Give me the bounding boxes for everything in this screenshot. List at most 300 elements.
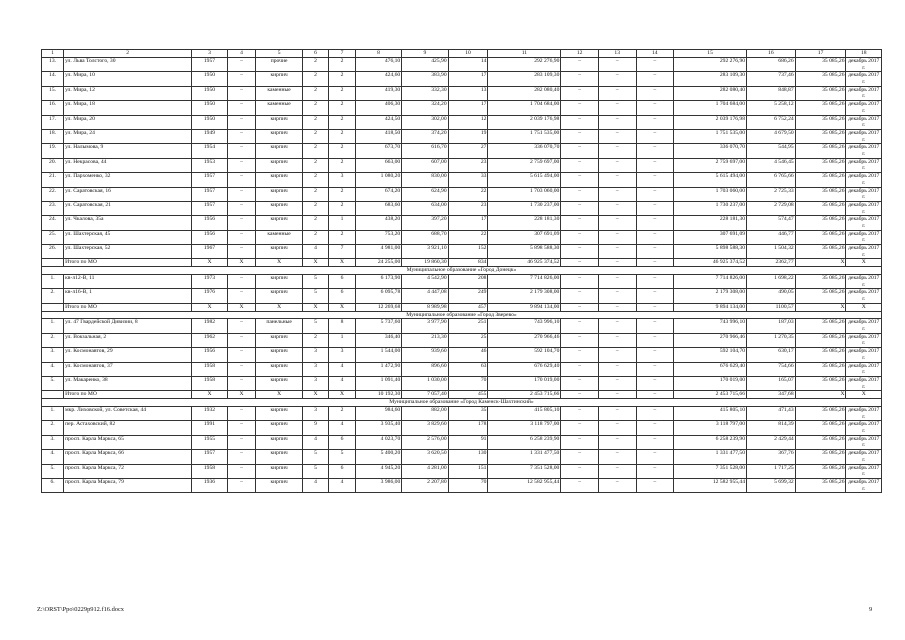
table-cell-col-5: кирпич	[256, 187, 302, 201]
table-cell-col-1: 22.	[42, 187, 64, 201]
table-cell-col-7: 3	[329, 348, 356, 362]
table-cell-col-18: декабрь 2017 г.	[846, 201, 882, 215]
table-cell-col-6: 5	[302, 319, 329, 333]
table-row	[42, 58, 882, 72]
table-cell-col-1: 20.	[42, 158, 64, 172]
total-row	[42, 259, 882, 267]
table-cell-col-7: 2	[329, 158, 356, 172]
table-cell-col-4: –	[227, 216, 256, 230]
table-cell-col-8: 1 472,90	[355, 362, 401, 376]
table-cell-col-15: 7 351 528,00	[674, 464, 747, 478]
municipality-section-row	[42, 311, 882, 319]
table-cell-col-16: 1 698,22	[747, 275, 796, 289]
column-header-16: 16	[747, 50, 796, 58]
table-cell-col-8: 984,60	[355, 406, 401, 420]
total-row	[42, 391, 882, 399]
table-cell-col-10: 23	[448, 201, 488, 215]
table-cell-col-12: –	[561, 144, 599, 158]
table-cell-col-10: 63	[448, 362, 488, 376]
table-cell-col-11: 292 276,90	[488, 58, 561, 72]
table-cell-col-10: 23	[448, 158, 488, 172]
table-cell-col-1: 3.	[42, 435, 64, 449]
table-cell-col-9: 2 576,00	[402, 435, 448, 449]
table-cell-col-15: 415 805,10	[674, 406, 747, 420]
table-cell-col-11: 7 714 826,00	[488, 275, 561, 289]
table-cell-col-14: –	[636, 421, 674, 435]
table-cell-col-17: 35 085,26	[795, 275, 846, 289]
table-cell-col-5: кирпич	[256, 333, 302, 347]
table-cell-col-16: 630,17	[747, 348, 796, 362]
total-cell-col-11: 46 925 374,52	[488, 259, 561, 267]
table-cell-col-14: –	[636, 158, 674, 172]
table-cell-col-4: –	[227, 464, 256, 478]
table-cell-col-6: 9	[302, 421, 329, 435]
table-cell-col-11: 1 331 477,50	[488, 450, 561, 464]
table-cell-col-18: декабрь 2017 г.	[846, 348, 882, 362]
table-cell-col-14: –	[636, 464, 674, 478]
table-cell-col-5: кирпич	[256, 435, 302, 449]
table-cell-col-18: декабрь 2017 г.	[846, 86, 882, 100]
table-cell-col-9: 624,90	[402, 187, 448, 201]
table-cell-col-2: ул. Саратовская, 21	[64, 201, 192, 215]
total-row	[42, 303, 882, 311]
table-cell-col-8: 438,20	[355, 216, 401, 230]
table-cell-col-18: декабрь 2017 г.	[846, 275, 882, 289]
table-cell-col-16: 1 504,32	[747, 245, 796, 259]
total-cell-col-5: X	[256, 391, 302, 399]
table-cell-col-14: –	[636, 58, 674, 72]
table-cell-col-8: 424,50	[355, 115, 401, 129]
table-cell-col-11: 336 070,70	[488, 144, 561, 158]
table-cell-col-12: –	[561, 58, 599, 72]
table-cell-col-12: –	[561, 173, 599, 187]
table-cell-col-14: –	[636, 333, 674, 347]
table-cell-col-18: декабрь 2017 г.	[846, 187, 882, 201]
table-cell-col-5: кирпич	[256, 478, 302, 492]
column-header-12: 12	[561, 50, 599, 58]
table-cell-col-12: –	[561, 333, 599, 347]
table-cell-col-9: 3 620,50	[402, 450, 448, 464]
table-cell-col-2: ул. Мира, 10	[64, 72, 192, 86]
table-cell-col-6: 2	[302, 158, 329, 172]
table-cell-col-13: –	[598, 478, 636, 492]
table-cell-col-4: –	[227, 72, 256, 86]
table-cell-col-16: 1 717,25	[747, 464, 796, 478]
total-cell-col-18: X	[846, 391, 882, 399]
total-cell-col-16: 347,68	[747, 391, 796, 399]
table-cell-col-12: –	[561, 72, 599, 86]
table-cell-col-14: –	[636, 86, 674, 100]
table-cell-col-7: 6	[329, 275, 356, 289]
table-cell-col-14: –	[636, 435, 674, 449]
table-cell-col-17: 35 085,26	[795, 144, 846, 158]
table-cell-col-15: 2 179 308,00	[674, 289, 747, 303]
table-cell-col-15: 1 331 477,50	[674, 450, 747, 464]
table-cell-col-4: –	[227, 478, 256, 492]
table-cell-col-7: 2	[329, 201, 356, 215]
table-cell-col-15: 270 966,46	[674, 333, 747, 347]
table-cell-col-14: –	[636, 377, 674, 391]
table-cell-col-9: 830,00	[402, 173, 448, 187]
table-cell-col-8: 4 981,00	[355, 245, 401, 259]
table-cell-col-5: кирпич	[256, 158, 302, 172]
table-cell-col-6: 2	[302, 333, 329, 347]
table-cell-col-5: кирпич	[256, 275, 302, 289]
table-cell-col-2: кв-л12-В, 11	[64, 275, 192, 289]
table-row	[42, 245, 882, 259]
table-cell-col-11: 415 805,10	[488, 406, 561, 420]
table-cell-col-1: 2.	[42, 333, 64, 347]
table-cell-col-11: 1 704 684,00	[488, 101, 561, 115]
table-cell-col-9: 332,30	[402, 86, 448, 100]
municipality-title: Муниципальное образование «Город Донецк»	[42, 267, 882, 275]
total-cell-col-9: 19 860,30	[402, 259, 448, 267]
table-cell-col-13: –	[598, 187, 636, 201]
table-cell-col-13: –	[598, 245, 636, 259]
table-cell-col-5: кирпич	[256, 406, 302, 420]
table-cell-col-3: 1950	[192, 72, 227, 86]
total-cell-col-11: 9 894 134,00	[488, 303, 561, 311]
table-cell-col-6: 2	[302, 187, 329, 201]
table-cell-col-3: 1958	[192, 362, 227, 376]
table-cell-col-16: 2 429,44	[747, 435, 796, 449]
table-cell-col-7: 2	[329, 101, 356, 115]
table-cell-col-6: 4	[302, 435, 329, 449]
table-cell-col-6: 4	[302, 245, 329, 259]
table-cell-col-2: ул. Льва Толстого, 30	[64, 58, 192, 72]
total-cell-col-6: X	[302, 391, 329, 399]
table-cell-col-4: –	[227, 187, 256, 201]
table-cell-col-13: –	[598, 464, 636, 478]
table-cell-col-8: 673,70	[355, 144, 401, 158]
table-cell-col-4: –	[227, 144, 256, 158]
table-cell-col-14: –	[636, 289, 674, 303]
table-cell-col-6: 2	[302, 144, 329, 158]
table-cell-col-14: –	[636, 201, 674, 215]
table-cell-col-13: –	[598, 144, 636, 158]
table-cell-col-16: 1 270,35	[747, 333, 796, 347]
table-cell-col-7: 4	[329, 362, 356, 376]
table-cell-col-6: 2	[302, 115, 329, 129]
table-cell-col-5: кирпич	[256, 201, 302, 215]
table-cell-col-9: 324,20	[402, 101, 448, 115]
table-cell-col-5: кирпич	[256, 464, 302, 478]
table-cell-col-6: 5	[302, 464, 329, 478]
table-cell-col-18: декабрь 2017 г.	[846, 158, 882, 172]
table-cell-col-4: –	[227, 377, 256, 391]
table-cell-col-17: 35 085,26	[795, 319, 846, 333]
table-cell-col-16: 737,46	[747, 72, 796, 86]
table-cell-col-13: –	[598, 348, 636, 362]
table-cell-col-1: 16.	[42, 101, 64, 115]
table-cell-col-16: 5 258,12	[747, 101, 796, 115]
total-cell-col-9: 7 057,40	[402, 391, 448, 399]
table-cell-col-12: –	[561, 464, 599, 478]
column-header-11: 11	[488, 50, 561, 58]
table-cell-col-6: 3	[302, 348, 329, 362]
table-row	[42, 201, 882, 215]
table-cell-col-15: 5 898 588,30	[674, 245, 747, 259]
total-cell-col-7: X	[329, 259, 356, 267]
table-cell-col-10: 208	[448, 275, 488, 289]
table-cell-col-2: ул. 47 Гвардейской Дивизии, 8	[64, 319, 192, 333]
total-cell-col-14: –	[636, 391, 674, 399]
table-row	[42, 333, 882, 347]
table-cell-col-12: –	[561, 129, 599, 143]
table-cell-col-15: 336 070,70	[674, 144, 747, 158]
table-cell-col-13: –	[598, 72, 636, 86]
table-cell-col-10: 17	[448, 101, 488, 115]
table-cell-col-8: 419,30	[355, 86, 401, 100]
table-cell-col-14: –	[636, 478, 674, 492]
total-cell-col-3: X	[192, 391, 227, 399]
table-cell-col-6: 4	[302, 478, 329, 492]
table-cell-col-11: 1 751 535,00	[488, 129, 561, 143]
table-cell-col-12: –	[561, 450, 599, 464]
table-cell-col-17: 35 085,26	[795, 101, 846, 115]
table-cell-col-15: 5 615 494,00	[674, 173, 747, 187]
table-cell-col-14: –	[636, 245, 674, 259]
table-cell-col-4: –	[227, 348, 256, 362]
table-cell-col-5: каменные	[256, 86, 302, 100]
table-cell-col-9: 374,20	[402, 129, 448, 143]
table-cell-col-15: 228 181,30	[674, 216, 747, 230]
table-cell-col-17: 35 085,26	[795, 129, 846, 143]
table-cell-col-16: 2 725,33	[747, 187, 796, 201]
column-header-5: 5	[256, 50, 302, 58]
total-cell-col-17: X	[795, 259, 846, 267]
table-row	[42, 377, 882, 391]
table-cell-col-6: 2	[302, 201, 329, 215]
column-header-9: 9	[402, 50, 448, 58]
table-cell-col-14: –	[636, 406, 674, 420]
table-row	[42, 115, 882, 129]
table-cell-col-6: 3	[302, 362, 329, 376]
table-cell-col-11: 1 703 060,00	[488, 187, 561, 201]
table-row	[42, 464, 882, 478]
total-cell-col-9: 8 989,98	[402, 303, 448, 311]
column-header-4: 4	[227, 50, 256, 58]
table-cell-col-1: 25.	[42, 230, 64, 244]
table-cell-col-9: 425,90	[402, 58, 448, 72]
table-row	[42, 158, 882, 172]
table-cell-col-14: –	[636, 319, 674, 333]
table-cell-col-10: 251	[448, 319, 488, 333]
total-cell-col-10: 834	[448, 259, 488, 267]
table-cell-col-6: 2	[302, 86, 329, 100]
table-cell-col-7: 2	[329, 72, 356, 86]
table-cell-col-14: –	[636, 362, 674, 376]
table-cell-col-14: –	[636, 348, 674, 362]
table-cell-col-18: декабрь 2017 г.	[846, 406, 882, 420]
table-cell-col-7: 2	[329, 406, 356, 420]
table-cell-col-6: 2	[302, 129, 329, 143]
table-cell-col-1: 2.	[42, 289, 64, 303]
table-cell-col-12: –	[561, 230, 599, 244]
table-cell-col-2: просп. Карла Маркса, 72	[64, 464, 192, 478]
table-cell-col-11: 5 898 588,30	[488, 245, 561, 259]
table-cell-col-18: декабрь 2017 г.	[846, 450, 882, 464]
table-cell-col-17: 35 085,26	[795, 464, 846, 478]
table-cell-col-2: мкр. Лиховской, ул. Советская, 44	[64, 406, 192, 420]
table-cell-col-6: 2	[302, 72, 329, 86]
table-cell-col-16: 367,76	[747, 450, 796, 464]
footer-page-number: 9	[869, 606, 873, 613]
table-cell-col-2: ул. Космонавтов, 29	[64, 348, 192, 362]
table-cell-col-16: 6 765,66	[747, 173, 796, 187]
table-row	[42, 319, 882, 333]
table-cell-col-10: 27	[448, 144, 488, 158]
table-cell-col-18: декабрь 2017 г.	[846, 245, 882, 259]
table-cell-col-2: ул. Налымова, 9	[64, 144, 192, 158]
table-cell-col-10: 22	[448, 230, 488, 244]
table-cell-col-12: –	[561, 187, 599, 201]
total-cell-col-4: X	[227, 391, 256, 399]
table-cell-col-18: декабрь 2017 г.	[846, 289, 882, 303]
table-cell-col-10: 13	[448, 86, 488, 100]
table-cell-col-1: 17.	[42, 115, 64, 129]
municipality-section-row	[42, 267, 882, 275]
total-cell-col-18: X	[846, 259, 882, 267]
table-cell-col-13: –	[598, 435, 636, 449]
table-cell-col-4: –	[227, 173, 256, 187]
table-cell-col-1: 24.	[42, 216, 64, 230]
table-row	[42, 450, 882, 464]
table-cell-col-1: 18.	[42, 129, 64, 143]
table-cell-col-1: 5.	[42, 377, 64, 391]
table-cell-col-1: 19.	[42, 144, 64, 158]
table-cell-col-4: –	[227, 58, 256, 72]
table-cell-col-2: ул. Шахтерская, 52	[64, 245, 192, 259]
table-cell-col-18: декабрь 2017 г.	[846, 115, 882, 129]
table-cell-col-5: кирпич	[256, 362, 302, 376]
table-cell-col-17: 35 085,26	[795, 201, 846, 215]
table-cell-col-10: 46	[448, 348, 488, 362]
table-cell-col-18: декабрь 2017 г.	[846, 129, 882, 143]
table-cell-col-18: декабрь 2017 г.	[846, 435, 882, 449]
table-cell-col-11: 592 104,70	[488, 348, 561, 362]
table-body	[42, 50, 882, 493]
table-cell-col-10: 151	[448, 464, 488, 478]
total-cell-col-8: 24 255,00	[355, 259, 401, 267]
table-cell-col-5: кирпич	[256, 377, 302, 391]
table-cell-col-7: 8	[329, 319, 356, 333]
table-cell-col-10: 70	[448, 478, 488, 492]
table-cell-col-3: 1954	[192, 144, 227, 158]
column-header-3: 3	[192, 50, 227, 58]
table-cell-col-1: 6.	[42, 478, 64, 492]
table-cell-col-17: 35 085,26	[795, 245, 846, 259]
table-cell-col-3: 1956	[192, 230, 227, 244]
table-cell-col-16: 686,26	[747, 58, 796, 72]
table-cell-col-15: 1 704 684,00	[674, 101, 747, 115]
table-cell-col-2: ул. Шахтерская, 45	[64, 230, 192, 244]
table-cell-col-3: 1982	[192, 319, 227, 333]
table-cell-col-15: 283 109,30	[674, 72, 747, 86]
table-cell-col-3: 1967	[192, 245, 227, 259]
table-cell-col-15: 1 703 060,00	[674, 187, 747, 201]
table-cell-col-2: ул. Некрасова, 44	[64, 158, 192, 172]
table-cell-col-4: –	[227, 158, 256, 172]
table-cell-col-17: 35 085,26	[795, 158, 846, 172]
table-cell-col-3: 1950	[192, 115, 227, 129]
total-cell-col-2: Итого по МО	[64, 259, 192, 267]
total-cell-col-16: 1100,57	[747, 303, 796, 311]
table-cell-col-3: 1958	[192, 464, 227, 478]
municipality-title: Муниципальное образование «Город Каменск-Шахтинский»	[42, 399, 882, 407]
table-cell-col-13: –	[598, 86, 636, 100]
table-cell-col-11: 270 966,46	[488, 333, 561, 347]
table-cell-col-10: 17	[448, 72, 488, 86]
table-cell-col-2: просп. Карла Маркса, 79	[64, 478, 192, 492]
table-cell-col-1: 5.	[42, 464, 64, 478]
table-cell-col-12: –	[561, 406, 599, 420]
table-cell-col-10: 178	[448, 421, 488, 435]
table-cell-col-3: 1950	[192, 101, 227, 115]
table-cell-col-18: декабрь 2017 г.	[846, 173, 882, 187]
table-cell-col-7: 2	[329, 230, 356, 244]
total-cell-col-17: X	[795, 303, 846, 311]
table-cell-col-16: 471,43	[747, 406, 796, 420]
total-cell-col-15: 46 925 374,52	[674, 259, 747, 267]
column-header-13: 13	[598, 50, 636, 58]
table-cell-col-12: –	[561, 348, 599, 362]
table-cell-col-16: 446,77	[747, 230, 796, 244]
table-cell-col-17: 35 085,26	[795, 435, 846, 449]
table-cell-col-14: –	[636, 144, 674, 158]
table-cell-col-18: декабрь 2017 г.	[846, 421, 882, 435]
table-cell-col-3: 1956	[192, 348, 227, 362]
table-cell-col-5: кирпич	[256, 450, 302, 464]
table-cell-col-18: декабрь 2017 г.	[846, 362, 882, 376]
table-cell-col-8: 476,10	[355, 58, 401, 72]
table-cell-col-9: 2 207,80	[402, 478, 448, 492]
table-cell-col-13: –	[598, 275, 636, 289]
table-row	[42, 101, 882, 115]
table-cell-col-16: 4 546,45	[747, 158, 796, 172]
table-cell-col-13: –	[598, 289, 636, 303]
table-cell-col-8: 4 945,20	[355, 464, 401, 478]
table-cell-col-17: 35 085,26	[795, 115, 846, 129]
table-cell-col-3: 1957	[192, 201, 227, 215]
table-cell-col-2: ул. Мира, 12	[64, 86, 192, 100]
total-cell-col-8: 12 269,68	[355, 303, 401, 311]
column-number-header	[42, 50, 882, 58]
table-cell-col-7: 7	[329, 245, 356, 259]
table-cell-col-18: декабрь 2017 г.	[846, 216, 882, 230]
table-cell-col-18: декабрь 2017 г.	[846, 72, 882, 86]
table-cell-col-4: –	[227, 245, 256, 259]
table-cell-col-1: 15.	[42, 86, 64, 100]
table-cell-col-8: 6 095,78	[355, 289, 401, 303]
table-cell-col-6: 2	[302, 173, 329, 187]
table-cell-col-16: 187,03	[747, 319, 796, 333]
table-cell-col-9: 3 977,90	[402, 319, 448, 333]
total-cell-col-12: –	[561, 391, 599, 399]
table-cell-col-4: –	[227, 86, 256, 100]
table-cell-col-16: 4 679,50	[747, 129, 796, 143]
table-cell-col-15: 1 751 535,00	[674, 129, 747, 143]
table-cell-col-11: 2 039 176,98	[488, 115, 561, 129]
table-cell-col-5: кирпич	[256, 173, 302, 187]
table-cell-col-8: 1 091,40	[355, 377, 401, 391]
table-cell-col-2: ул. Макаренко, 38	[64, 377, 192, 391]
table-cell-col-1: 1.	[42, 275, 64, 289]
table-cell-col-9: 213,30	[402, 333, 448, 347]
table-cell-col-4: –	[227, 319, 256, 333]
table-cell-col-4: –	[227, 101, 256, 115]
table-cell-col-4: –	[227, 333, 256, 347]
